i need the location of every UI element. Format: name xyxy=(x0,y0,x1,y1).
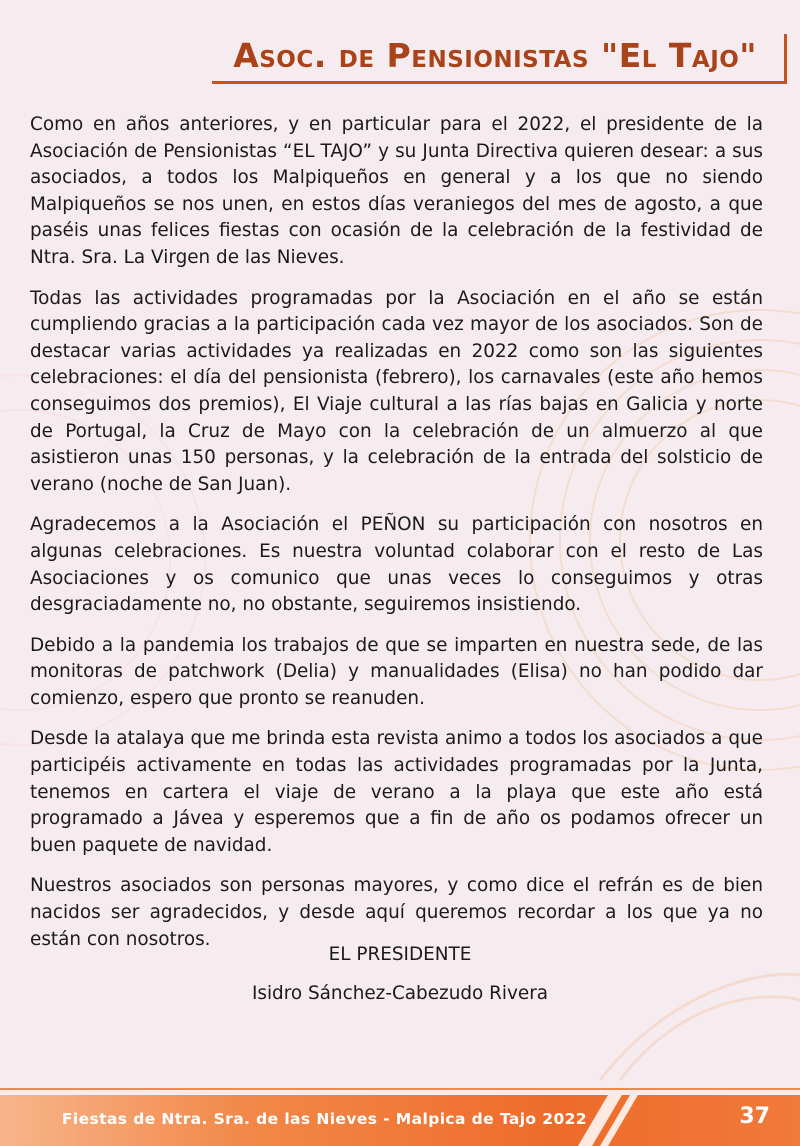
paragraph: Como en años anteriores, y en particular para el 2022, el presidente de la Asociación de Pensionistas “EL TAJO” y su Junta Directiva quieren desear: a sus asociados, a todos los Malpiqueños en general y a los que no siendo Malpiqueños se nos unen, en estos días veraniegos del mes de agosto, a que paséis unas felices fiestas con ocasión de la celebración de la festividad de Ntra. Sra. La Virgen de las Nieves. xyxy=(30,114,763,268)
paragraph: Desde la atalaya que me brinda esta revista animo a todos los asociados a que participéis activamente en todas las actividades programadas por la Junta, tenemos en cartera el viaje de verano a la playa que este año está programado a Jávea y esperemos que a fin de año os podamos ofrecer un buen paquete de navidad. xyxy=(30,728,763,856)
page-title: Asoc. de Pensionistas "El Tajo" xyxy=(233,36,757,75)
title-side-rule xyxy=(784,34,787,84)
paragraph: Todas las actividades programadas por la Asociación en el año se están cumpliendo gracias a la participación cada vez mayor de los asociados. Son de destacar varias actividades ya realizadas en 2022 como son las siguientes celebraciones: el día del pensionista (febrero), los carnavales (este año hemos conseguimos dos premios), El Viaje cultural a las rías bajas en Galicia y norte de Portugal, la Cruz de Mayo con la celebración de un almuerzo al que asistieron unas 150 personas, y la celebración de la entrada del solsticio de verano (noche de San Juan). xyxy=(30,287,763,495)
article-body xyxy=(30,112,763,967)
page-footer xyxy=(0,1088,800,1146)
signature-role: EL PRESIDENTE xyxy=(328,944,472,965)
header-title-bar xyxy=(212,34,787,84)
page-number: 37 xyxy=(739,1104,770,1129)
paragraph: Debido a la pandemia los trabajos de que se imparten en nuestra sede, de las monitoras de patchwork (Delia) y manualidades (Elisa) no han podido dar comienzo, espero que pronto se reanuden. xyxy=(30,634,763,709)
footer-caption: Fiestas de Ntra. Sra. de las Nieves - Malpica de Tajo 2022 xyxy=(61,1110,587,1128)
title-underline xyxy=(212,81,787,84)
paragraph: Agradecemos a la Asociación el PEÑON su participación con nosotros en algunas celebraciones. Es nuestra voluntad colaborar con el resto de Las Asociaciones y os comunico que unas veces lo conseguimos y otras desgraciadamente no, no obstante, seguiremos insistiendo. xyxy=(30,514,763,616)
signature-name: Isidro Sánchez-Cabezudo Rivera xyxy=(251,983,549,1004)
footer-top-line xyxy=(0,1088,800,1090)
paragraph: Nuestros asociados son personas mayores, y como dice el refrán es de bien nacidos ser agradecidos, y desde aquí queremos recordar a los que ya no están con nosotros. xyxy=(30,875,763,950)
